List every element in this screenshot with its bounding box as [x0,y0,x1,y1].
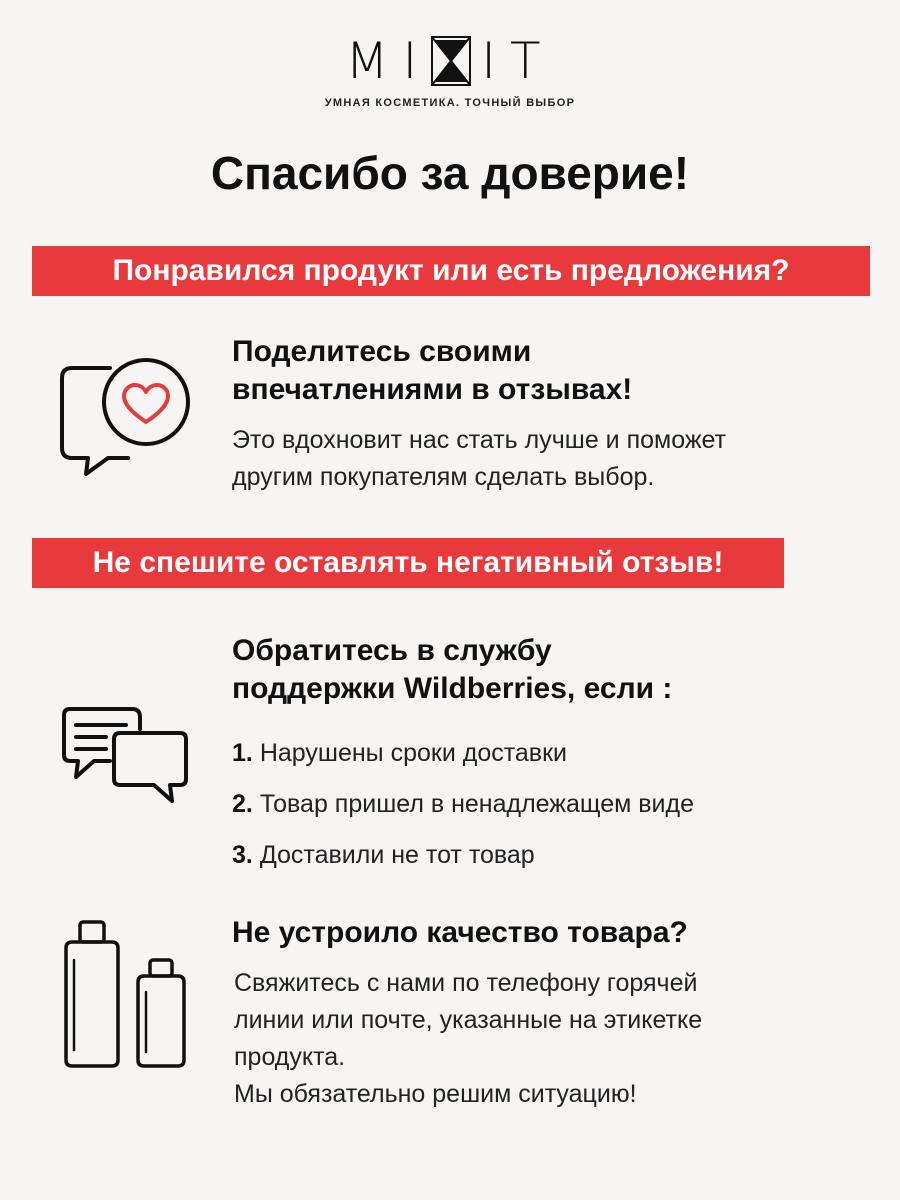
section3-text-line4: Мы обязательно решим ситуацию! [234,1080,637,1108]
section2-heading [232,632,872,708]
logo-x-icon [431,36,471,86]
section1-text [232,422,872,496]
banner-negative-review: Не спешите оставлять негативный отзыв! [32,538,784,588]
section1-heading [232,333,872,409]
section1-text-line2: другим покупателям сделать выбор. [232,463,655,491]
section3-text-line2: линии или почте, указанные на этикетке [234,1006,703,1034]
section1-text-line1: Это вдохновит нас стать лучше и поможет [232,426,727,454]
support-reasons-list [232,728,872,881]
section1-heading-line1: Поделитесь своими [232,335,532,368]
list-item-text: Доставили не тот товар [259,841,535,869]
list-item [232,779,872,830]
logo-letters-left: MI [345,32,432,90]
heart-speech-bubble-icon [58,356,198,476]
section1-heading-line2: впечатлениями в отзывах! [232,373,633,406]
section3-text-line3: продукта. [234,1043,346,1071]
logo-letters-right: IT [481,32,555,90]
banner-feedback: Понравился продукт или есть предложения? [32,246,870,296]
section3-heading: Не устроило качество товара? [232,916,688,949]
section2-heading-line2: поддержки Wildberries, если : [232,672,673,705]
list-item-number: 1. [232,739,253,767]
list-item-text: Товар пришел в ненадлежащем виде [259,790,694,818]
list-item [232,830,872,881]
list-item-number: 3. [232,841,253,869]
list-item-number: 2. [232,790,253,818]
section2-heading-line1: Обратитесь в службу [232,634,552,667]
page-title: Спасибо за доверие! [210,147,690,199]
list-item-text: Нарушены сроки доставки [259,739,567,767]
brand-logo [0,32,900,90]
brand-tagline: УМНАЯ КОСМЕТИКА. ТОЧНЫЙ ВЫБОР [324,97,576,109]
section3-text [234,965,854,1113]
bottles-icon [56,918,196,1070]
list-item [232,728,872,779]
section3-text-line1: Свяжитесь с нами по телефону горячей [234,969,698,997]
chat-bubbles-icon [60,705,192,809]
